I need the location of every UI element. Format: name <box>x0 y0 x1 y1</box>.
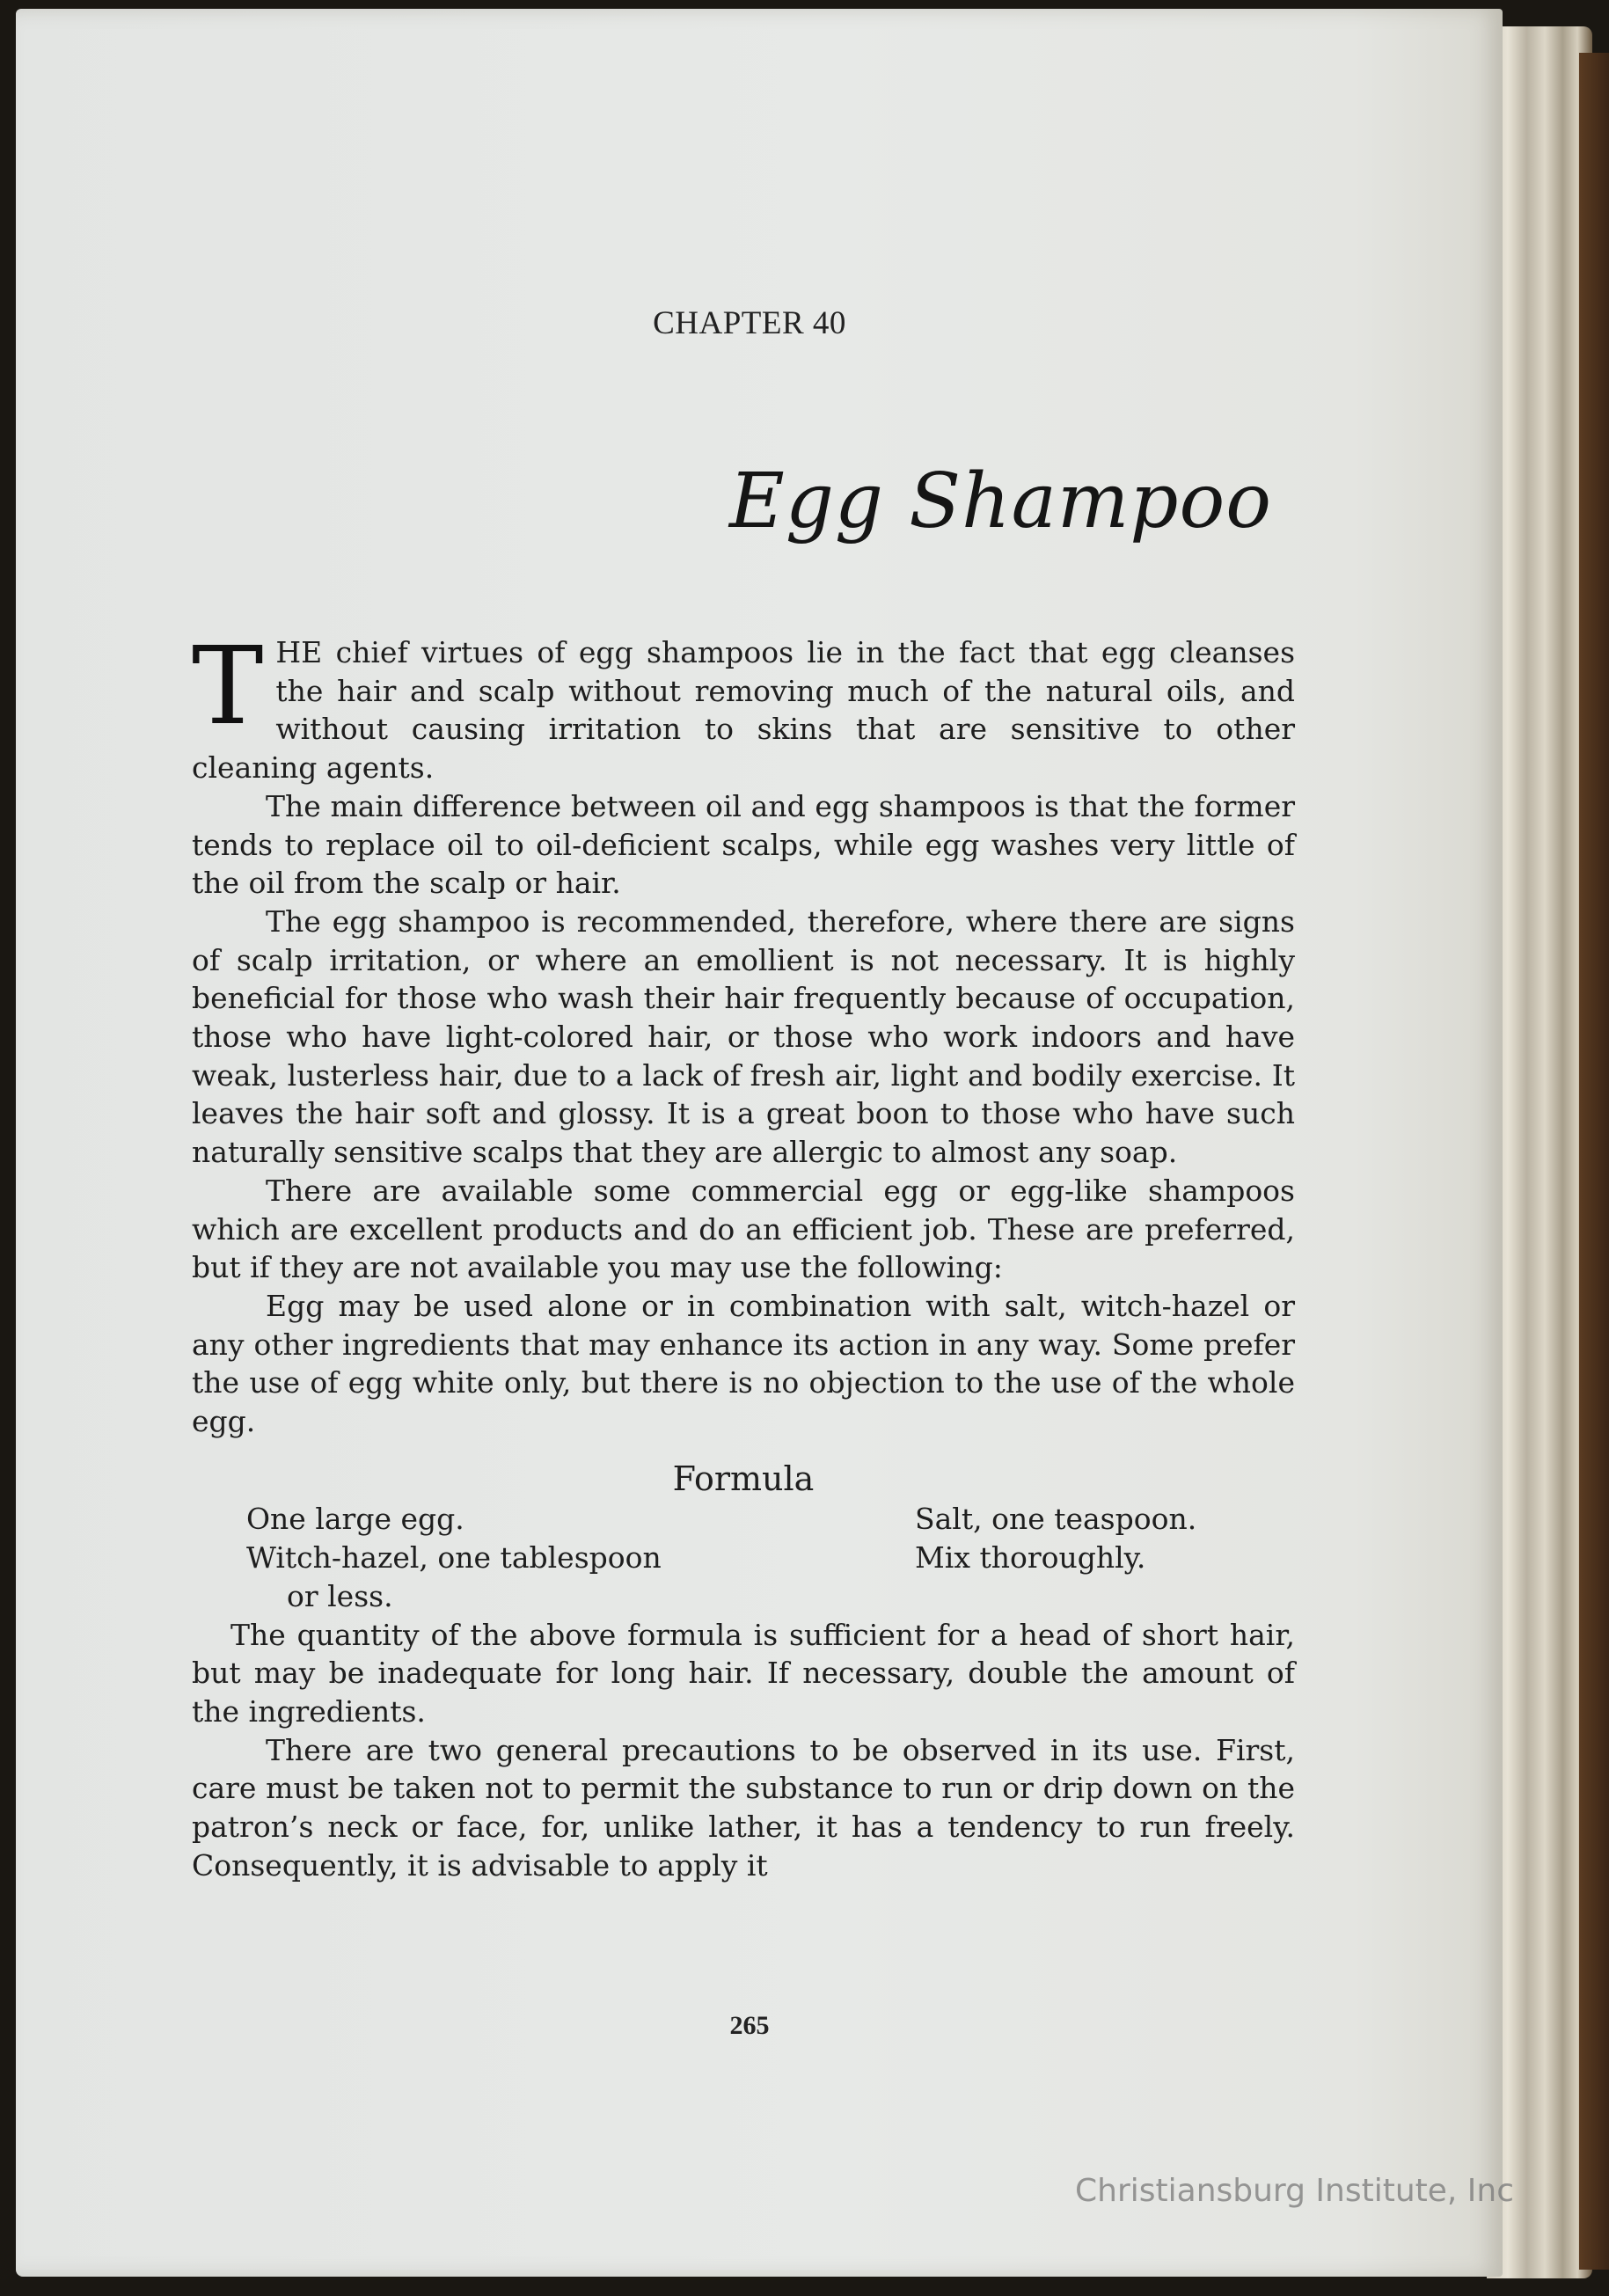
paragraph-2: The main difference between oil and egg shampoos is that the former tends to replace oil to oil-deficient scalps, while egg washes very little of the oil from the scalp or hair. <box>192 788 1295 901</box>
paragraph-1-text: HE chief virtues of egg shampoos lie in the fact that egg cleanses the hair and scalp without removing much of the natural oils, and without causing irritation to skins that are sensitive to other cleaning agents. <box>192 635 1295 786</box>
formula-column-right <box>915 1500 1295 1615</box>
paragraph-6: The quantity of the above formula is sufficient for a head of short hair, but may be inadequate for long hair. If necessary, double the amount of the ingredients. <box>192 1617 1295 1729</box>
formula-item: One large egg. <box>246 1502 464 1537</box>
book-page <box>16 9 1503 2277</box>
paragraph-4: There are available some commercial egg or egg-like shampoos which are excellent products and do an efficient job. These are preferred, but if they are not available you may use the following: <box>192 1173 1295 1285</box>
paragraph-5: Egg may be used alone or in combination with salt, witch-hazel or any other ingredients that may enhance its action in any way. Some prefer the use of egg white only, but there is no objection to the use of the whole egg. <box>192 1288 1295 1439</box>
formula-item: Witch-hazel, one tablespoon <box>246 1540 662 1576</box>
formula-item-continuation: or less. <box>287 1578 393 1613</box>
formula-column-left <box>246 1500 915 1615</box>
page-number: 265 <box>729 2011 770 2040</box>
formula-list <box>192 1500 1295 1615</box>
paragraph-3: The egg shampoo is recommended, therefore, where there are signs of scalp irritation, or where an emollient is not necessary. It is highly beneficial for those who wash their hair frequently because of occupation, those who have light-colored hair, or those who work indoors and have weak, lusterless hair, due to a lack of fresh air, light and bodily exercise. It leaves the hair soft and glossy. It is a great boon to those who have such naturally sensitive scalps that they are allergic to almost any soap. <box>192 903 1295 1170</box>
paragraph-7: There are two general precautions to be observed in its use. First, care must be taken not to permit the substance to run or drip down on the patron’s neck or face, for, unlike lather, it has a tendency to run freely. Consequently, it is advisable to apply it <box>192 1732 1295 1883</box>
book-page-edges <box>1487 26 1592 2278</box>
formula-heading: Formula <box>672 1459 815 1498</box>
chapter-heading: CHAPTER 40 <box>653 305 846 341</box>
drop-cap: T <box>192 624 264 749</box>
formula-item: Salt, one teaspoon. <box>915 1502 1197 1537</box>
body-text <box>192 624 1295 1885</box>
watermark: Christiansburg Institute, Inc <box>1075 2173 1515 2209</box>
chapter-title: Egg Shampoo <box>729 457 1272 545</box>
paragraph-1 <box>192 624 1295 787</box>
book-cover-edge <box>1579 53 1609 2270</box>
formula-item: Mix thoroughly. <box>915 1540 1146 1576</box>
